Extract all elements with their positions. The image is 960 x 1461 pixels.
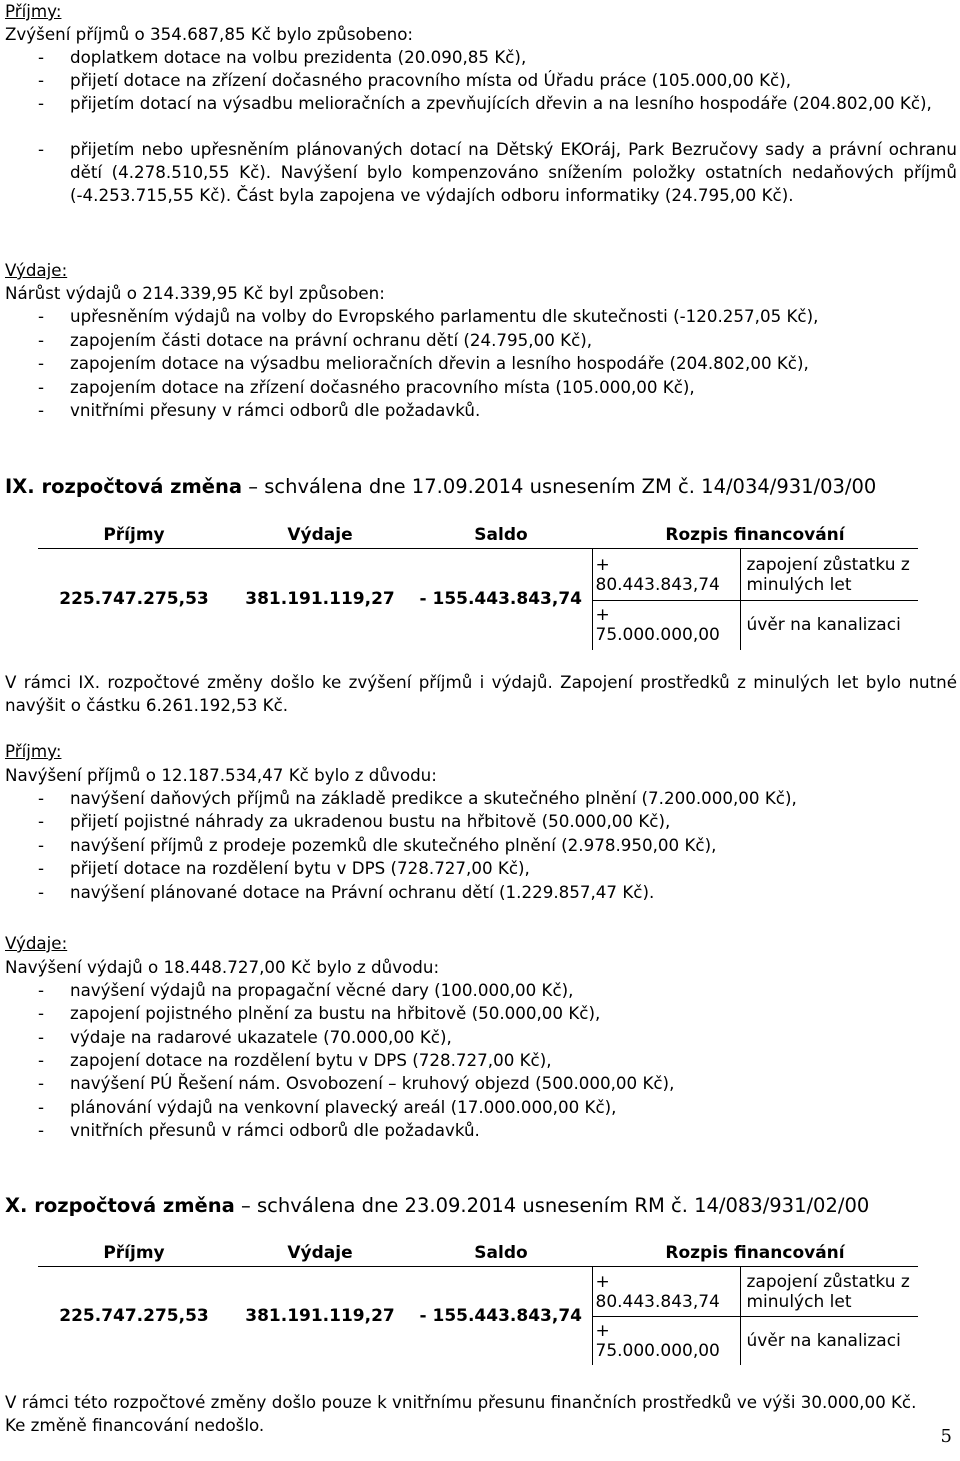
section-heading-x: X. rozpočtová změna – schválena dne 23.09.2014 usnesením RM č. 14/083/931/02/00 — [5, 1194, 870, 1217]
prijmy-label: Příjmy: — [5, 741, 62, 761]
list-item-text: přijetím nebo upřesněním plánovaných dotací na Dětský EKOráj, Park Bezručovy sady a právní ochranu dětí (4.278.510,55 Kč). Navýšení bylo kompenzováno snížením položky ostatních nedaňových příjmů (-4.253.715,55 Kč). Část byla zapojena ve výdajích odboru informatiky (24.795,00 Kč). — [70, 139, 957, 205]
vydaje-intro: Nárůst výdajů o 214.339,95 Kč byl způsoben: — [5, 283, 385, 303]
col-header-financing: Rozpis financování — [665, 525, 845, 545]
vydaje-label: Výdaje: — [5, 260, 68, 280]
cell-financing-amount: + 80.443.843,74 — [592, 549, 740, 601]
cell-financing-desc: zapojení zůstatku z minulých let — [740, 549, 918, 601]
prijmy-intro: Zvýšení příjmů o 354.687,85 Kč bylo způsobeno: — [5, 24, 414, 44]
page-number: 5 — [940, 1426, 952, 1447]
summary-x-line2: Ke změně financování nedošlo. — [5, 1415, 265, 1435]
cell-financing-amount: + 75.000.000,00 — [592, 1317, 740, 1365]
col-header-prijmy: Příjmy — [103, 525, 165, 545]
col-header-vydaje: Výdaje — [287, 1243, 353, 1263]
cell-saldo: - 155.443.843,74 — [410, 549, 592, 650]
cell-vydaje: 381.191.119,27 — [230, 1267, 410, 1365]
cell-vydaje: 381.191.119,27 — [230, 549, 410, 650]
vydaje-label: Výdaje: — [5, 933, 68, 953]
prijmy-intro: Navýšení příjmů o 12.187.534,47 Kč bylo z důvodu: — [5, 765, 437, 785]
col-header-financing: Rozpis financování — [665, 1243, 845, 1263]
budget-table-ix — [38, 522, 918, 650]
list-item-text: přijetím dotací na výsadbu melioračních a zpevňujících dřevin a na lesního hospodáře (204.802,00 Kč), — [70, 93, 932, 113]
vydaje-intro: Navýšení výdajů o 18.448.727,00 Kč bylo z důvodu: — [5, 957, 440, 977]
cell-financing-desc: úvěr na kanalizaci — [740, 601, 918, 650]
summary-x-line1: V rámci této rozpočtové změny došlo pouze k vnitřnímu přesunu finančních prostředků ve výši 30.000,00 Kč. — [5, 1392, 917, 1412]
col-header-saldo: Saldo — [474, 525, 528, 545]
cell-financing-amount: + 75.000.000,00 — [592, 601, 740, 650]
summary-ix: V rámci IX. rozpočtové změny došlo ke zvýšení příjmů i výdajů. Zapojení prostředků z minulých let bylo nutné navýšit o částku 6.261.192,53 Kč. — [5, 672, 957, 715]
prijmy-label: Příjmy: — [5, 1, 62, 21]
section-heading-ix: IX. rozpočtová změna – schválena dne 17.09.2014 usnesením ZM č. 14/034/931/03/00 — [5, 475, 877, 498]
cell-prijmy: 225.747.275,53 — [38, 549, 230, 650]
cell-financing-desc: zapojení zůstatku z minulých let — [740, 1267, 918, 1317]
cell-financing-desc: úvěr na kanalizaci — [740, 1317, 918, 1365]
cell-saldo: - 155.443.843,74 — [410, 1267, 592, 1365]
col-header-saldo: Saldo — [474, 1243, 528, 1263]
col-header-vydaje: Výdaje — [287, 525, 353, 545]
budget-table-x — [38, 1240, 918, 1365]
col-header-prijmy: Příjmy — [103, 1243, 165, 1263]
cell-financing-amount: + 80.443.843,74 — [592, 1267, 740, 1317]
cell-prijmy: 225.747.275,53 — [38, 1267, 230, 1365]
